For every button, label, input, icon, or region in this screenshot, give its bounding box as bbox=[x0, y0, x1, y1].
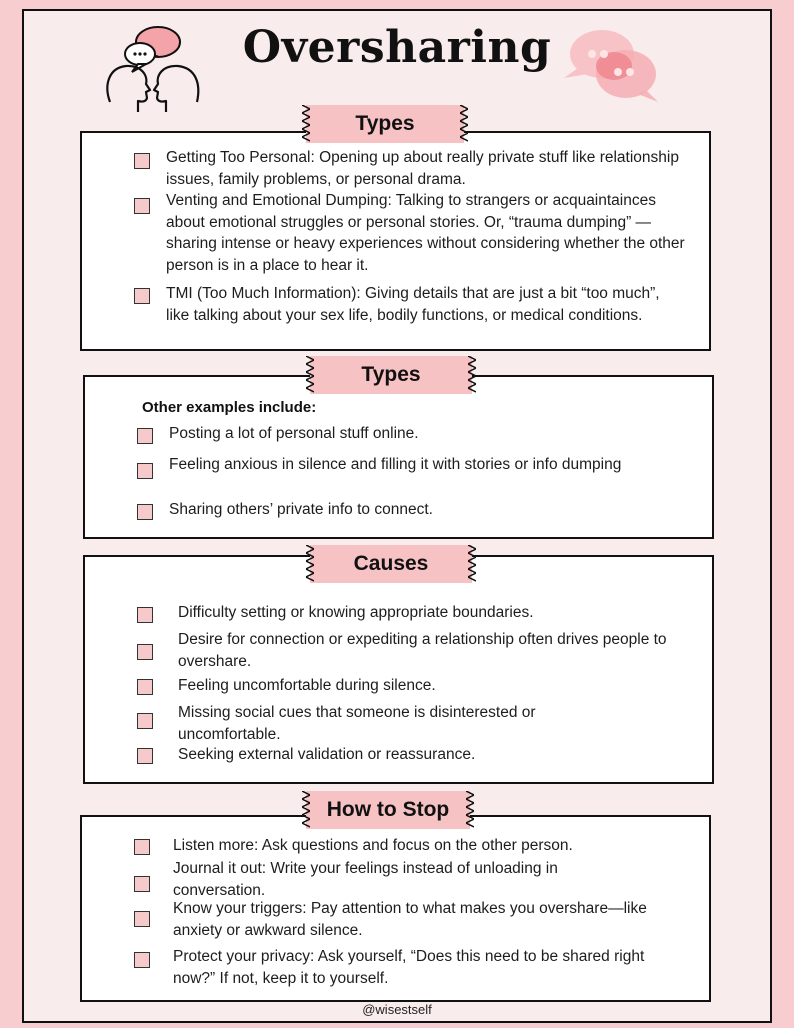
list-item: Posting a lot of personal stuff online. bbox=[169, 425, 419, 442]
checkbox-icon[interactable] bbox=[134, 198, 150, 214]
list-item: Feeling anxious in silence and filling it with stories or info dumping bbox=[169, 456, 622, 473]
checkbox-icon[interactable] bbox=[137, 428, 153, 444]
list-item: Know your triggers: Pay attention to what makes you overshare—like anxiety or awkward silence. bbox=[173, 900, 647, 939]
list-item: Journal it out: Write your feelings instead of unloading in conversation. bbox=[173, 860, 558, 899]
section-heading-types-2 bbox=[310, 356, 472, 394]
list-item: Sharing others’ private info to connect. bbox=[169, 501, 433, 518]
checkbox-icon[interactable] bbox=[137, 504, 153, 520]
footer-handle: @wisestself bbox=[362, 1002, 432, 1017]
list-item: Missing social cues that someone is disinterested or uncomfortable. bbox=[178, 704, 536, 743]
checkbox-icon[interactable] bbox=[137, 463, 153, 479]
list-item: Venting and Emotional Dumping: Talking to strangers or acquaintainces about emotional struggles or personal stories. Or, “trauma dumping” — sharing intense or heavy experiences without considering whether the other person is in a place to hear it. bbox=[166, 192, 685, 274]
checkbox-icon[interactable] bbox=[134, 153, 150, 169]
subheading: Other examples include: bbox=[142, 399, 317, 416]
section-heading-how-to-stop bbox=[306, 791, 470, 829]
list-item: Feeling uncomfortable during silence. bbox=[178, 677, 436, 694]
checkbox-icon[interactable] bbox=[134, 876, 150, 892]
checkbox-icon[interactable] bbox=[134, 952, 150, 968]
list-item: Listen more: Ask questions and focus on the other person. bbox=[173, 837, 573, 854]
list-item: Getting Too Personal: Opening up about really private stuff like relationship issues, family problems, or personal drama. bbox=[166, 149, 679, 188]
checkbox-icon[interactable] bbox=[137, 679, 153, 695]
checkbox-icon[interactable] bbox=[137, 713, 153, 729]
list-item: TMI (Too Much Information): Giving details that are just a bit “too much”, like talking about your sex life, bodily functions, or medical conditions. bbox=[166, 285, 660, 324]
list-item: Desire for connection or expediting a relationship often drives people to overshare. bbox=[178, 631, 667, 670]
section-heading-causes bbox=[310, 545, 472, 583]
section-heading-label: Causes bbox=[353, 552, 429, 575]
section-heading-label: How to Stop bbox=[326, 798, 450, 821]
checkbox-icon[interactable] bbox=[137, 607, 153, 623]
section-heading-types bbox=[306, 105, 464, 143]
page-title: Oversharing bbox=[242, 22, 552, 73]
list-item: Difficulty setting or knowing appropriate boundaries. bbox=[178, 604, 534, 621]
section-heading-label: Types bbox=[355, 112, 415, 135]
list-item: Protect your privacy: Ask yourself, “Does this need to be shared right now?” If not, keep it to yourself. bbox=[173, 948, 645, 987]
checkbox-icon[interactable] bbox=[137, 644, 153, 660]
list-item: Seeking external validation or reassurance. bbox=[178, 746, 476, 763]
section-heading-label: Types bbox=[361, 363, 421, 386]
checkbox-icon[interactable] bbox=[134, 911, 150, 927]
checkbox-icon[interactable] bbox=[134, 839, 150, 855]
checkbox-icon[interactable] bbox=[137, 748, 153, 764]
checkbox-icon[interactable] bbox=[134, 288, 150, 304]
